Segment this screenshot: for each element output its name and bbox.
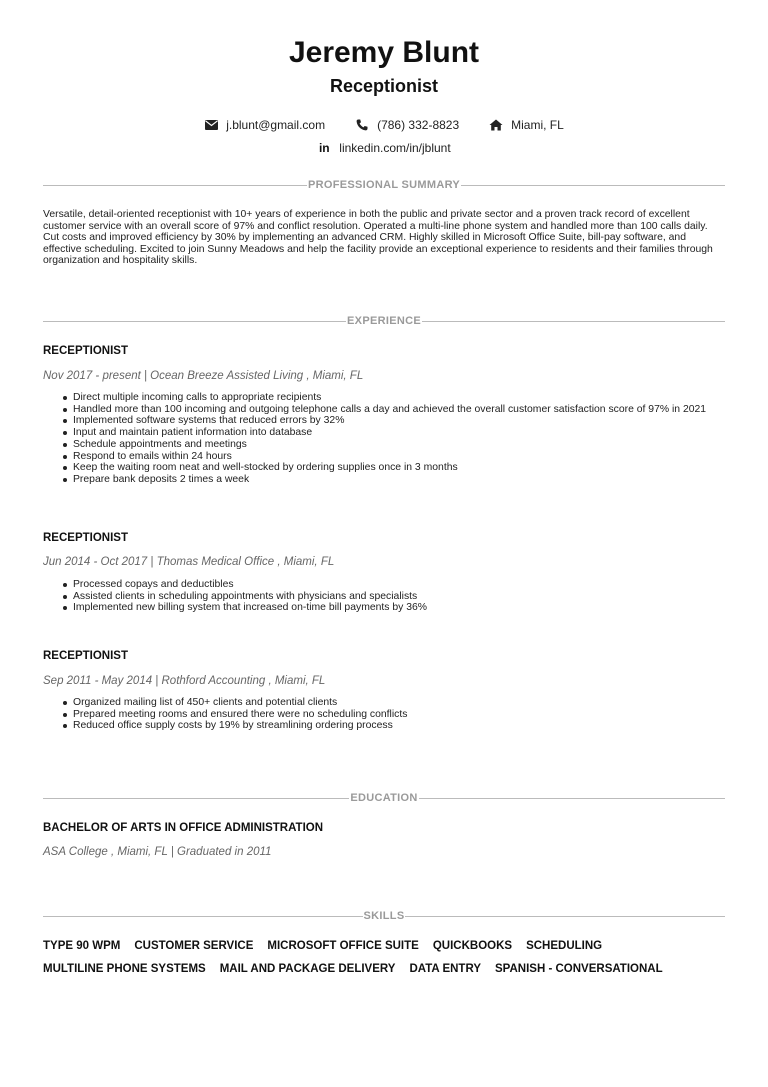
- envelope-icon: [204, 119, 218, 131]
- list-item: Implemented new billing system that increased on-time bill payments by 36%: [73, 602, 725, 614]
- list-item: Direct multiple incoming calls to appropriate recipients: [73, 392, 725, 404]
- skill-tag: MICROSOFT OFFICE SUITE: [267, 940, 419, 952]
- list-item: Prepare bank deposits 2 times a week: [73, 474, 725, 486]
- list-item: Handled more than 100 incoming and outgoing telephone calls a day and achieved the overall customer satisfaction score of 97% in 2021: [73, 404, 725, 416]
- contact-phone-text: (786) 332-8823: [377, 118, 460, 132]
- contact-location: [489, 118, 564, 132]
- education-meta: ASA College , Miami, FL | Graduated in 2011: [43, 846, 272, 858]
- job-meta: Sep 2011 - May 2014 | Rothford Accounting , Miami, FL: [43, 675, 326, 687]
- contact-email-text: j.blunt@gmail.com: [226, 118, 326, 132]
- linkedin-icon: in: [318, 141, 330, 155]
- divider: [43, 321, 346, 322]
- contact-phone[interactable]: [355, 118, 459, 132]
- divider: [43, 916, 363, 917]
- candidate-title: Receptionist: [329, 76, 439, 96]
- section-title-skills: SKILLS: [363, 910, 405, 922]
- job-bullets: [73, 579, 725, 614]
- skill-tag: SPANISH - CONVERSATIONAL: [495, 963, 663, 975]
- divider: [43, 798, 349, 799]
- job-title: RECEPTIONIST: [43, 650, 128, 662]
- section-title-experience: EXPERIENCE: [347, 315, 421, 327]
- skills-row: [43, 963, 663, 975]
- contact-linkedin[interactable]: [317, 141, 450, 155]
- list-item: Schedule appointments and meetings: [73, 439, 725, 451]
- home-icon: [489, 119, 503, 131]
- section-header-summary: [43, 179, 725, 191]
- list-item: Implemented software systems that reduced errors by 32%: [73, 415, 725, 427]
- section-header-experience: [43, 315, 725, 327]
- section-title-summary: PROFESSIONAL SUMMARY: [307, 179, 461, 191]
- divider: [422, 321, 725, 322]
- candidate-name: Jeremy Blunt: [288, 36, 480, 69]
- skill-tag: QUICKBOOKS: [432, 940, 513, 952]
- skills-row: [43, 940, 602, 952]
- skill-tag: SCHEDULING: [526, 940, 603, 952]
- list-item: Input and maintain patient information into database: [73, 427, 725, 439]
- section-header-education: [43, 792, 725, 804]
- divider: [419, 798, 725, 799]
- skill-tag: DATA ENTRY: [409, 963, 481, 975]
- divider: [461, 185, 725, 186]
- section-title-education: EDUCATION: [350, 792, 418, 804]
- contact-location-text: Miami, FL: [511, 118, 564, 132]
- job-title: RECEPTIONIST: [43, 345, 128, 357]
- divider: [405, 916, 725, 917]
- list-item: Prepared meeting rooms and ensured there were no scheduling conflicts: [73, 709, 725, 721]
- list-item: Processed copays and deductibles: [73, 579, 725, 591]
- skill-tag: TYPE 90 WPM: [43, 940, 121, 952]
- list-item: Reduced office supply costs by 19% by streamlining ordering process: [73, 720, 725, 732]
- summary-text: Versatile, detail-oriented receptionist with 10+ years of experience in both the public and private sector and a proven track record of excellent customer service with an overall score of 97% and conflict resolution. Operated a multi-line phone system and handled more than 100 calls daily. Cut costs and improved efficiency by 30% by implementing an advanced CRM. Highly skilled in Microsoft Office Suite, bill-pay software, and effective scheduling. Excited to join Sunny Meadows and help the facility provide an exceptional experience to residents and their families through organization and hospitality skills.: [43, 209, 713, 267]
- job-bullets: [73, 392, 725, 486]
- contact-linkedin-text: linkedin.com/in/jblunt: [339, 141, 451, 155]
- phone-icon: [355, 119, 369, 131]
- divider: [43, 185, 307, 186]
- job-title: RECEPTIONIST: [43, 532, 128, 544]
- section-header-skills: [43, 910, 725, 922]
- job-meta: Nov 2017 - present | Ocean Breeze Assisted Living , Miami, FL: [43, 370, 364, 382]
- list-item: Organized mailing list of 450+ clients and potential clients: [73, 697, 725, 709]
- contact-row-secondary: [0, 141, 768, 155]
- list-item: Respond to emails within 24 hours: [73, 451, 725, 463]
- job-bullets: [73, 697, 725, 732]
- skill-tag: CUSTOMER SERVICE: [134, 940, 254, 952]
- list-item: Keep the waiting room neat and well-stocked by ordering supplies once in 3 months: [73, 462, 725, 474]
- job-meta: Jun 2014 - Oct 2017 | Thomas Medical Office , Miami, FL: [43, 556, 335, 568]
- skill-tag: MAIL AND PACKAGE DELIVERY: [219, 963, 396, 975]
- degree-title: BACHELOR OF ARTS IN OFFICE ADMINISTRATION: [43, 822, 324, 834]
- list-item: Assisted clients in scheduling appointments with physicians and specialists: [73, 591, 725, 603]
- skill-tag: MULTILINE PHONE SYSTEMS: [43, 963, 206, 975]
- contact-email[interactable]: [204, 118, 325, 132]
- contact-row: [0, 118, 768, 132]
